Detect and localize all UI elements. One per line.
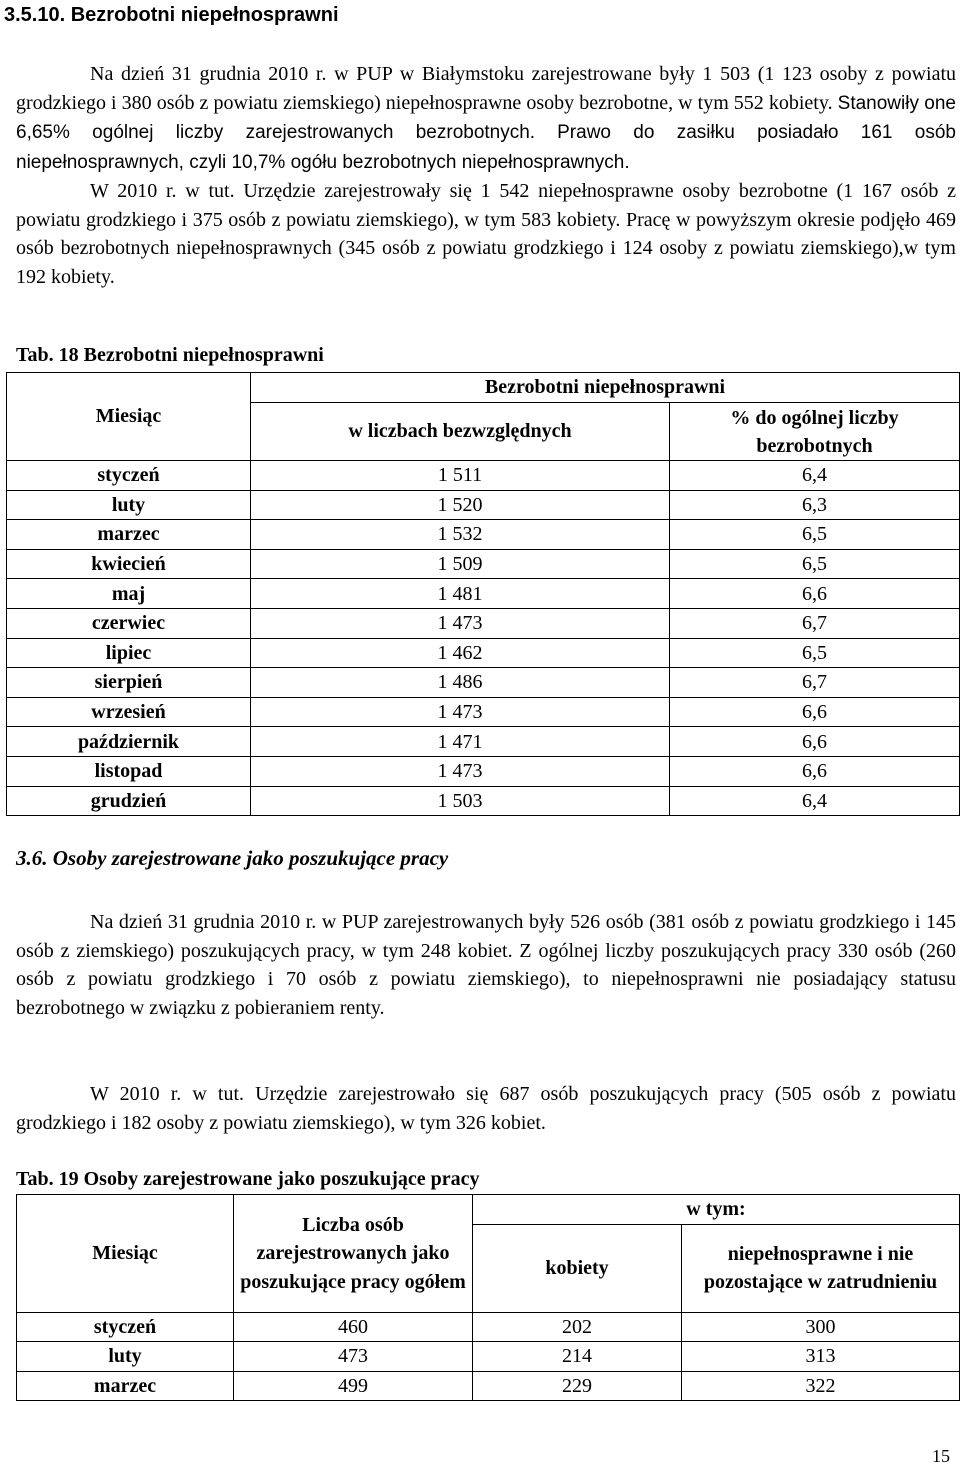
t18-cell-month: kwiecień (7, 549, 251, 579)
table-row (7, 668, 960, 698)
t18-cell-pct: 6,4 (670, 786, 960, 816)
t18-cell-pct: 6,7 (670, 668, 960, 698)
t19-cell-total: 473 (234, 1342, 473, 1372)
t18-cell-pct: 6,7 (670, 608, 960, 638)
p1-sentence-c: Prawo do zasiłku posiadało 161 osób niepełnosprawnych, czyli 10,7% ogółu bezrobotnych niepełnosprawnych. (16, 122, 956, 173)
t18-cell-abs: 1 462 (251, 638, 670, 668)
t18-header-month: Miesiąc (7, 373, 251, 461)
t18-cell-pct: 6,4 (670, 461, 960, 491)
page-number: 15 (932, 1446, 950, 1466)
t18-cell-month: listopad (7, 756, 251, 786)
table-18 (6, 372, 960, 816)
t18-cell-abs: 1 473 (251, 697, 670, 727)
t18-cell-month: grudzień (7, 786, 251, 816)
t18-cell-month: luty (7, 490, 251, 520)
paragraph-job-seekers (16, 908, 956, 1022)
t18-cell-month: maj (7, 579, 251, 609)
paragraph-disabled-unemployed (16, 60, 956, 291)
t19-cell-women: 202 (473, 1312, 682, 1342)
t18-header-pct: % do ogólnej liczby bezrobotnych (670, 403, 960, 461)
t18-cell-pct: 6,5 (670, 520, 960, 550)
t18-cell-month: styczeń (7, 461, 251, 491)
t18-cell-month: marzec (7, 520, 251, 550)
table-row (7, 608, 960, 638)
t18-cell-abs: 1 511 (251, 461, 670, 491)
t19-cell-women: 229 (473, 1371, 682, 1401)
t18-cell-abs: 1 471 (251, 727, 670, 757)
t19-cell-total: 460 (234, 1312, 473, 1342)
t19-cell-month: marzec (17, 1371, 234, 1401)
t19-header-group: w tym: (473, 1195, 960, 1225)
p3-text: Na dzień 31 grudnia 2010 r. w PUP zarejestrowanych były 526 osób (381 osób z powiatu grodzkiego i 145 osób z ziemskiego) poszukujących pracy, w tym 248 kobiet. Z ogólnej liczby poszukujących pracy 330 osób (260 osób z powiatu grodzkiego i 70 osób z powiatu ziemskiego), to niepełnosprawni nie posiadający statusu bezrobotnego w związku z pobieraniem renty. (16, 911, 956, 1019)
p1-sentence-e: Urzędzie zarejestrowały się 1 542 niepełnosprawne osoby bezrobotne (1 167 osób z powiatu grodzkiego i 375 osób z powiatu ziemskiego), w tym 583 kobiety. Pracę w powyższym okresie podjęło 469 osób bezrobotnych niepełnosprawnych (345 osób z powiatu grodzkiego i 124 osoby z powiatu ziemskiego),w tym 192 kobiety. (16, 180, 956, 288)
table-row (7, 549, 960, 579)
t19-cell-disabled: 313 (682, 1342, 960, 1372)
table-row (7, 756, 960, 786)
table-row (7, 579, 960, 609)
t18-cell-month: lipiec (7, 638, 251, 668)
t19-header-total: Liczba osób zarejestrowanych jako poszukujące pracy ogółem (234, 1195, 473, 1313)
table-row (7, 727, 960, 757)
t18-cell-abs: 1 486 (251, 668, 670, 698)
t18-cell-month: wrzesień (7, 697, 251, 727)
table-19-title: Tab. 19 Osoby zarejestrowane jako poszukujące pracy (16, 1168, 480, 1190)
t19-cell-month: luty (17, 1342, 234, 1372)
t18-cell-pct: 6,6 (670, 727, 960, 757)
t19-body (17, 1312, 960, 1401)
t19-header-month: Miesiąc (17, 1195, 234, 1313)
p4-text: W 2010 r. w tut. Urzędzie zarejestrowało się 687 osób poszukujących pracy (505 osób z powiatu grodzkiego i 182 osoby z powiatu ziemskiego), w tym 326 kobiet. (16, 1083, 956, 1134)
table-row (17, 1371, 960, 1401)
table-row (7, 786, 960, 816)
t18-cell-pct: 6,5 (670, 638, 960, 668)
section-title: 3.5.10. Bezrobotni niepełnosprawni (4, 4, 339, 26)
t18-header-group: Bezrobotni niepełnosprawni (251, 373, 960, 403)
t18-cell-pct: 6,6 (670, 579, 960, 609)
t18-cell-abs: 1 509 (251, 549, 670, 579)
t19-cell-month: styczeń (17, 1312, 234, 1342)
t18-cell-abs: 1 481 (251, 579, 670, 609)
table-row (7, 490, 960, 520)
t18-cell-month: sierpień (7, 668, 251, 698)
paragraph-registrations (16, 1080, 956, 1137)
t18-cell-month: październik (7, 727, 251, 757)
p1-sentence-a: Na dzień 31 grudnia 2010 r. w PUP w Białymstoku zarejestrowane były 1 503 (1 123 osoby z powiatu grodzkiego i 380 osób z powiatu ziemskiego) niepełnosprawne osoby bezrobotne, w tym 552 kobiety. (16, 63, 956, 114)
table-row (17, 1312, 960, 1342)
table-row (7, 461, 960, 491)
table-19 (16, 1194, 960, 1401)
t19-cell-disabled: 300 (682, 1312, 960, 1342)
table-row (7, 638, 960, 668)
subsection-title: 3.6. Osoby zarejestrowane jako poszukujące pracy (16, 846, 449, 870)
t18-body (7, 461, 960, 816)
t19-header-disabled: niepełnosprawne i nie pozostające w zatrudnieniu (682, 1224, 960, 1312)
t19-cell-women: 214 (473, 1342, 682, 1372)
table-row (7, 697, 960, 727)
p1-sentence-d: W 2010 r. w tut. (90, 180, 235, 202)
t19-header-women: kobiety (473, 1224, 682, 1312)
t18-cell-abs: 1 520 (251, 490, 670, 520)
t18-header-abs: w liczbach bezwzględnych (251, 403, 670, 461)
t18-cell-pct: 6,5 (670, 549, 960, 579)
t18-cell-abs: 1 473 (251, 756, 670, 786)
t18-cell-abs: 1 532 (251, 520, 670, 550)
t19-cell-total: 499 (234, 1371, 473, 1401)
t18-cell-abs: 1 473 (251, 608, 670, 638)
t18-cell-pct: 6,6 (670, 697, 960, 727)
table-row (7, 520, 960, 550)
p1-sentence-b: Stanowiły one 6,65% ogólnej liczby zarejestrowanych bezrobotnych. (16, 92, 956, 143)
table-18-title: Tab. 18 Bezrobotni niepełnosprawni (16, 344, 324, 366)
t18-cell-pct: 6,6 (670, 756, 960, 786)
t18-cell-month: czerwiec (7, 608, 251, 638)
t18-cell-abs: 1 503 (251, 786, 670, 816)
t19-cell-disabled: 322 (682, 1371, 960, 1401)
table-row (17, 1342, 960, 1372)
t18-cell-pct: 6,3 (670, 490, 960, 520)
